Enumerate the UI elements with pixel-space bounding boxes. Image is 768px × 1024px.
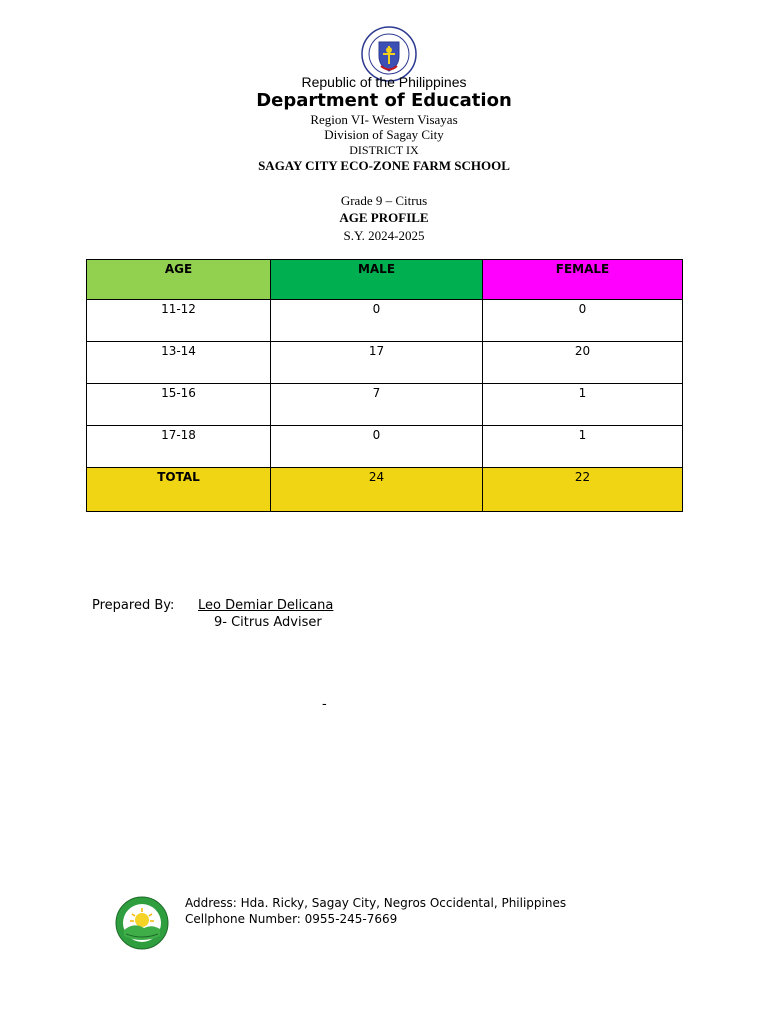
age-profile-table — [86, 259, 683, 512]
school-address: Address: Hda. Ricky, Sagay City, Negros Occidental, Philippines — [185, 896, 567, 910]
department-heading: Department of Education — [256, 90, 512, 111]
table-row — [87, 342, 683, 384]
adviser-name: Leo Demiar Delicana — [198, 598, 334, 613]
total-male-cell: 24 — [271, 468, 483, 512]
age-range-cell: 13-14 — [87, 342, 271, 384]
age-range-cell: 17-18 — [87, 426, 271, 468]
column-header-male: MALE — [271, 260, 483, 300]
total-row — [87, 468, 683, 512]
age-range-cell: 11-12 — [87, 300, 271, 342]
male-count-cell: 7 — [271, 384, 483, 426]
school-logo-icon — [114, 896, 170, 950]
age-range-cell: 15-16 — [87, 384, 271, 426]
column-header-female: FEMALE — [483, 260, 683, 300]
male-count-cell: 0 — [271, 426, 483, 468]
female-count-cell: 1 — [483, 384, 683, 426]
total-label: TOTAL — [87, 468, 271, 512]
total-female-cell: 22 — [483, 468, 683, 512]
report-title: AGE PROFILE — [339, 210, 429, 225]
dash-mark: - — [322, 697, 327, 712]
republic-heading: Republic of the Philippines — [301, 74, 467, 90]
region-text: Region VI- Western Visayas — [310, 112, 458, 127]
male-count-cell: 0 — [271, 300, 483, 342]
table-row — [87, 384, 683, 426]
table-header-row — [87, 260, 683, 300]
school-phone: Cellphone Number: 0955-245-7669 — [185, 912, 398, 926]
female-count-cell: 20 — [483, 342, 683, 384]
female-count-cell: 0 — [483, 300, 683, 342]
table-row — [87, 300, 683, 342]
district-text: DISTRICT IX — [349, 143, 419, 157]
male-count-cell: 17 — [271, 342, 483, 384]
adviser-role: 9- Citrus Adviser — [214, 615, 322, 630]
column-header-age: AGE — [87, 260, 271, 300]
female-count-cell: 1 — [483, 426, 683, 468]
school-name: SAGAY CITY ECO-ZONE FARM SCHOOL — [258, 158, 510, 173]
table-row — [87, 426, 683, 468]
school-year: S.Y. 2024-2025 — [343, 228, 425, 243]
division-text: Division of Sagay City — [324, 127, 444, 142]
grade-section: Grade 9 – Citrus — [340, 193, 428, 208]
prepared-by-label: Prepared By: — [92, 598, 175, 613]
